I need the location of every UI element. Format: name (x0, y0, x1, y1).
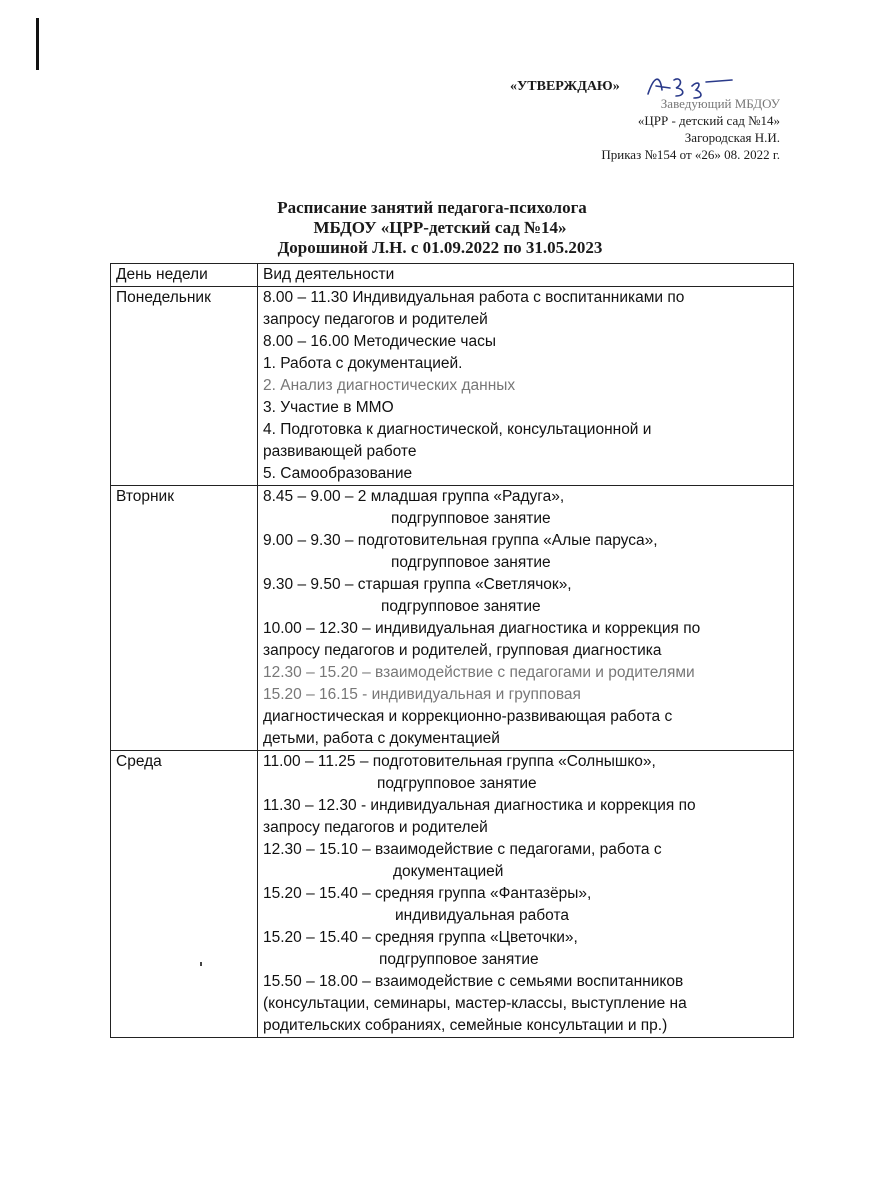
activity-cell (258, 751, 794, 1038)
table-row (111, 287, 794, 486)
activity-line: диагностическая и коррекционно-развивающая работа с (263, 708, 673, 725)
activity-line: детьми, работа с документацией (263, 730, 500, 747)
activity-line: запросу педагогов и родителей (263, 311, 488, 328)
activity-line: 9.30 – 9.50 – старшая группа «Светлячок», (263, 576, 572, 593)
activity-line: 12.30 – 15.20 – взаимодействие с педагогами и родителями (263, 664, 695, 681)
approval-organization: «ЦРР - детский сад №14» (637, 113, 780, 128)
scan-edge-mark (36, 18, 39, 70)
activity-line: родительских собраниях, семейные консультации и пр.) (263, 1017, 668, 1034)
activity-line: 1. Работа с документацией. (263, 355, 463, 372)
activity-line: 15.50 – 18.00 – взаимодействие с семьями воспитанников (263, 973, 684, 990)
activity-line: 3. Участие в ММО (263, 399, 394, 416)
activity-line: 15.20 – 15.40 – средняя группа «Цветочки», (263, 929, 578, 946)
activity-line: документацией (393, 863, 504, 880)
approval-heading: «УТВЕРЖДАЮ» (510, 79, 620, 94)
approval-order: Приказ №154 от «26» 08. 2022 г. (601, 147, 780, 162)
activity-line: 10.00 – 12.30 – индивидуальная диагностика и коррекция по (263, 620, 701, 637)
activity-line: (консультации, семинары, мастер-классы, выступление на (263, 995, 687, 1012)
activity-cell (258, 287, 794, 486)
approval-block (470, 78, 780, 163)
activity-line: подгрупповое занятие (391, 554, 551, 571)
activity-line: подгрупповое занятие (391, 510, 551, 527)
activity-line: 11.00 – 11.25 – подготовительная группа «Солнышко», (263, 753, 656, 770)
activity-line: 9.00 – 9.30 – подготовительная группа «Алые паруса», (263, 532, 658, 549)
activity-line: развивающей работе (263, 443, 417, 460)
approval-position: Заведующий МБДОУ (660, 96, 780, 111)
activity-line: 8.00 – 11.30 Индивидуальная работа с воспитанниками по (263, 289, 685, 306)
activity-line: 8.45 – 9.00 – 2 младшая группа «Радуга», (263, 488, 565, 505)
title-line-1: Расписание занятий педагога-психолога (277, 198, 587, 217)
scan-speck (200, 962, 202, 966)
activity-line: индивидуальная работа (395, 907, 569, 924)
table-header-row (111, 264, 794, 287)
activity-line: запросу педагогов и родителей (263, 819, 488, 836)
activity-line: 2. Анализ диагностических данных (263, 377, 516, 394)
activity-line: 11.30 – 12.30 - индивидуальная диагностика и коррекция по (263, 797, 696, 814)
table-row (111, 486, 794, 751)
day-cell: Среда (111, 751, 258, 1038)
schedule-table (110, 263, 794, 1038)
title-line-2: МБДОУ «ЦРР-детский сад №14» (313, 218, 567, 237)
title-line-3: Дорошиной Л.Н. с 01.09.2022 по 31.05.2023 (277, 238, 603, 257)
activity-line: 4. Подготовка к диагностической, консультационной и (263, 421, 652, 438)
activity-line: подгрупповое занятие (379, 951, 539, 968)
activity-line: подгрупповое занятие (377, 775, 537, 792)
header-activity: Вид деятельности (258, 264, 794, 287)
day-cell: Понедельник (111, 287, 258, 486)
activity-line: 8.00 – 16.00 Методические часы (263, 333, 496, 350)
activity-line: 5. Самообразование (263, 465, 413, 482)
activity-cell (258, 486, 794, 751)
activity-line: подгрупповое занятие (381, 598, 541, 615)
activity-line: запросу педагогов и родителей, групповая диагностика (263, 642, 662, 659)
activity-line: 15.20 – 16.15 - индивидуальная и групповая (263, 686, 581, 703)
day-cell: Вторник (111, 486, 258, 751)
document-title (200, 198, 680, 258)
approval-name: Загородская Н.И. (684, 130, 780, 145)
activity-line: 12.30 – 15.10 – взаимодействие с педагогами, работа с (263, 841, 662, 858)
activity-line: 15.20 – 15.40 – средняя группа «Фантазёры», (263, 885, 592, 902)
header-day: День недели (111, 264, 258, 287)
table-row (111, 751, 794, 1038)
